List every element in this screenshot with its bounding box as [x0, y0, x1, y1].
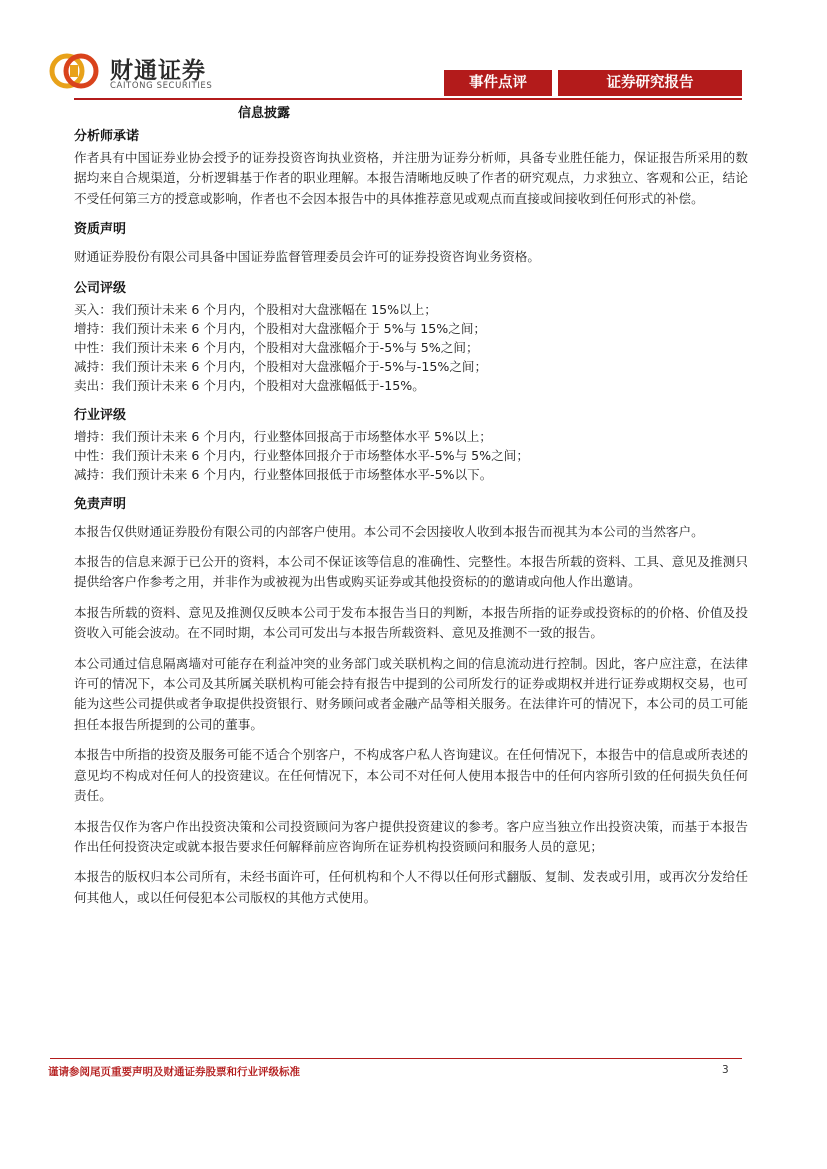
report-category-tag: 证券研究报告: [558, 70, 742, 96]
disclaimer-paragraph: 本报告所载的资料、意见及推测仅反映本公司于发布本报告当日的判断，本报告所指的证券或投资标的的价格、价值及投资收入可能会波动。在不同时期，本公司可发出与本报告所载资料、意见及推测不一致的报告。: [74, 604, 748, 641]
footer-notice: 谨请参阅尾页重要声明及财通证券股票和行业评级标准: [48, 1066, 300, 1078]
company-rating-item: 买入：我们预计未来 6 个月内，个股相对大盘涨幅在 15%以上；: [74, 301, 437, 317]
report-type-tag: 事件点评: [444, 70, 552, 96]
company-rating-list: [74, 300, 748, 395]
logo-chinese-name: 财通证券: [110, 57, 206, 84]
industry-rating-heading: 行业评级: [74, 407, 127, 423]
footer-divider: [50, 1058, 742, 1059]
caitong-logo-icon: [48, 52, 100, 90]
industry-rating-item: 增持：我们预计未来 6 个月内，行业整体回报高于市场整体水平 5%以上；: [74, 428, 492, 444]
disclaimer-paragraph: 本公司通过信息隔离墙对可能存在利益冲突的业务部门或关联机构之间的信息流动进行控制。因此，客户应注意，在法律许可的情况下，本公司及其所属关联机构可能会持有报告中提到的公司所发行的证券或期权并进行证券或期权交易，也可能为这些公司提供或者争取提供投资银行、财务顾问或者金融产品等相关服务。在法律许可的情况下，本公司的员工可能担任本报告所提到的公司的董事。: [74, 655, 748, 732]
analyst-heading: 分析师承诺: [74, 129, 140, 144]
company-rating-item: 中性：我们预计未来 6 个月内，个股相对大盘涨幅介于-5%与 5%之间；: [74, 339, 479, 355]
page-number: 3: [722, 1064, 729, 1076]
company-rating-item: 增持：我们预计未来 6 个月内，个股相对大盘涨幅介于 5%与 15%之间；: [74, 320, 487, 336]
qualification-text: 财通证券股份有限公司具备中国证券监督管理委员会许可的证券投资咨询业务资格。: [74, 249, 540, 265]
company-rating-heading: 公司评级: [74, 280, 127, 296]
disclaimer-paragraph: 本报告仅作为客户作出投资决策和公司投资顾问为客户提供投资建议的参考。客户应当独立作出投资决策，而基于本报告作出任何投资决定或就本报告要求任何解释前应咨询所在证券机构投资顾问和服务人员的意见；: [74, 818, 748, 854]
disclaimer-heading: 免责声明: [74, 496, 127, 512]
disclaimer-paragraph: 本报告中所指的投资及服务可能不适合个别客户，不构成客户私人咨询建议。在任何情况下，本报告中的信息或所表述的意见均不构成对任何人的投资建议。在任何情况下，本公司不对任何人使用本报告中的任何内容所引致的任何损失负任何责任。: [74, 747, 748, 804]
header-divider: [74, 98, 742, 100]
disclaimer-paragraph: 本报告仅供财通证券股份有限公司的内部客户使用。本公司不会因接收人收到本报告而视其为本公司的当然客户。: [74, 523, 704, 539]
company-rating-item: 卖出：我们预计未来 6 个月内，个股相对大盘涨幅低于-15%。: [74, 377, 425, 393]
logo-english-name: CAITONG SECURITIES: [110, 81, 213, 91]
industry-rating-list: [74, 427, 748, 484]
disclaimer-paragraph: 本报告的版权归本公司所有，未经书面许可，任何机构和个人不得以任何形式翻版、复制、发表或引用，或再次分发给任何其他人，或以任何侵犯本公司版权的其他方式使用。: [74, 869, 748, 905]
company-rating-item: 减持：我们预计未来 6 个月内，个股相对大盘涨幅介于-5%与-15%之间；: [74, 358, 488, 374]
page-content: [74, 126, 748, 908]
disclaimer-paragraph: 本报告的信息来源于已公开的资料，本公司不保证该等信息的准确性、完整性。本报告所载的资料、工具、意见及推测只提供给客户作参考之用，并非作为或被视为出售或购买证券或其他投资标的的邀请或向他人作出邀请。: [74, 554, 748, 590]
page-title: 信息披露: [238, 106, 291, 121]
qualification-heading: 资质声明: [74, 222, 127, 238]
analyst-text: 作者具有中国证券业协会授予的证券投资咨询执业资格，并注册为证券分析师，具备专业胜任能力，保证报告所采用的数据均来自合规渠道，分析逻辑基于作者的职业理解。本报告清晰地反映了作者的研究观点，力求独立、客观和公正，结论不受任何第三方的授意或影响，作者也不会因本报告中的具体推荐意见或观点而直接或间接收到任何形式的补偿。: [74, 150, 748, 206]
industry-rating-item: 中性：我们预计未来 6 个月内，行业整体回报介于市场整体水平-5%与 5%之间；: [74, 447, 529, 463]
industry-rating-item: 减持：我们预计未来 6 个月内，行业整体回报低于市场整体水平-5%以下。: [74, 466, 493, 482]
company-logo: [48, 48, 268, 92]
